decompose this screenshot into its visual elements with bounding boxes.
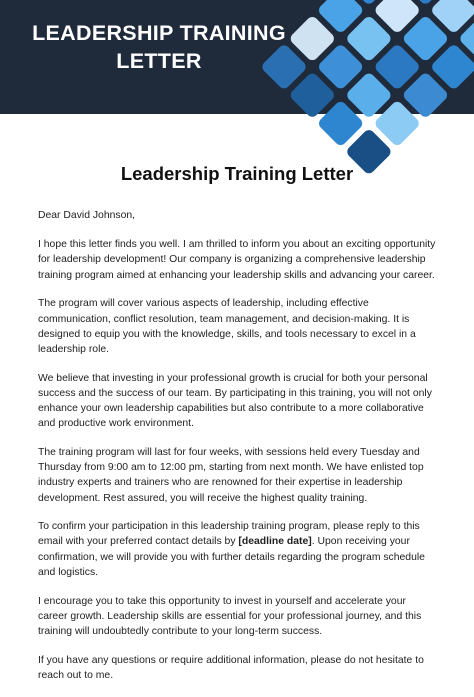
paragraph: I encourage you to take this opportunity to invest in yourself and accelerate your career growth. Leadership skills are essential for your professional journey, and this training will undoubtedly contribute to your long-term success.: [38, 595, 422, 637]
paragraph: The training program will last for four weeks, with sessions held every Tuesday and Thursday from 9:00 am to 12:00 pm, starting from next month. We have enlisted top industry experts and trainers who are renowned for their expertise in leadership development. Rest assured, you will receive the highest quality training.: [38, 446, 424, 504]
banner-title: [0, 19, 318, 75]
deadline-placeholder: [deadline date]: [238, 536, 312, 548]
paragraph: If you have any questions or require additional information, please do not hesitate to reach out to me.: [38, 654, 424, 681]
banner-title-line1: LEADERSHIP TRAINING: [32, 21, 286, 45]
confirm-text-before: To confirm your participation in this leadership training program, please reply to this email with your preferred contact details by: [38, 521, 420, 548]
letter-body: [38, 208, 438, 697]
paragraph: I hope this letter finds you well. I am thrilled to inform you about an exciting opportunity for leadership development! Our company is organizing a comprehensive leadership training program aimed at enhancing your leadership skills and advancing your career.: [38, 239, 436, 281]
paragraph: We believe that investing in your professional growth is crucial for both your personal success and the success of our team. By participating in this training, you will not only enhance your own leadership capabilities but also contribute to a more collaborative and productive work environment.: [38, 372, 432, 430]
document-title: Leadership Training Letter: [120, 163, 354, 184]
salutation: Dear David Johnson,: [38, 210, 136, 221]
banner-title-line2: LETTER: [116, 49, 202, 73]
header-banner: [0, 0, 474, 114]
confirmation-paragraph: [38, 519, 438, 580]
paragraph: The program will cover various aspects of leadership, including effective communication, conflict resolution, team management, and decision-making. It is designed to equip you with the knowledge, skills, and tools necessary to excel in a leadership role.: [38, 298, 416, 355]
confirm-text-after: . Upon receiving your confirmation, we will provide you with further details regarding the program schedule and logistics.: [38, 536, 425, 578]
